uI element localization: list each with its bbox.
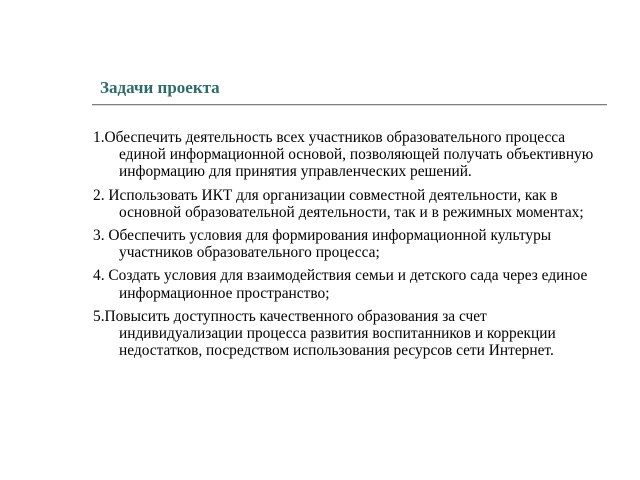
slide-title: Задачи проекта [100, 78, 220, 97]
task-item-3: 3. Обеспечить условия для формирования информационной культуры участников образовательного процесса; [93, 227, 552, 262]
title-divider [92, 104, 607, 106]
task-item-4: 4. Создать условия для взаимодействия семьи и детского сада через единое информационное пространство; [93, 267, 588, 302]
task-item-5: 5.Повысить доступность качественного образования за счет индивидуализации процесса развития воспитанников и коррекции недостатков, посредством использования ресурсов сети Интернет. [93, 307, 556, 360]
task-list [93, 129, 613, 365]
task-item-2: 2. Использовать ИКТ для организации совместной деятельности, как в основной образовательной деятельности, так и в режимных моментах; [93, 186, 584, 221]
task-item-1: 1.Обеспечить деятельность всех участников образовательного процесса единой информационной основой, позволяющей получать объективную информацию для принятия управленческих решений. [93, 129, 594, 181]
